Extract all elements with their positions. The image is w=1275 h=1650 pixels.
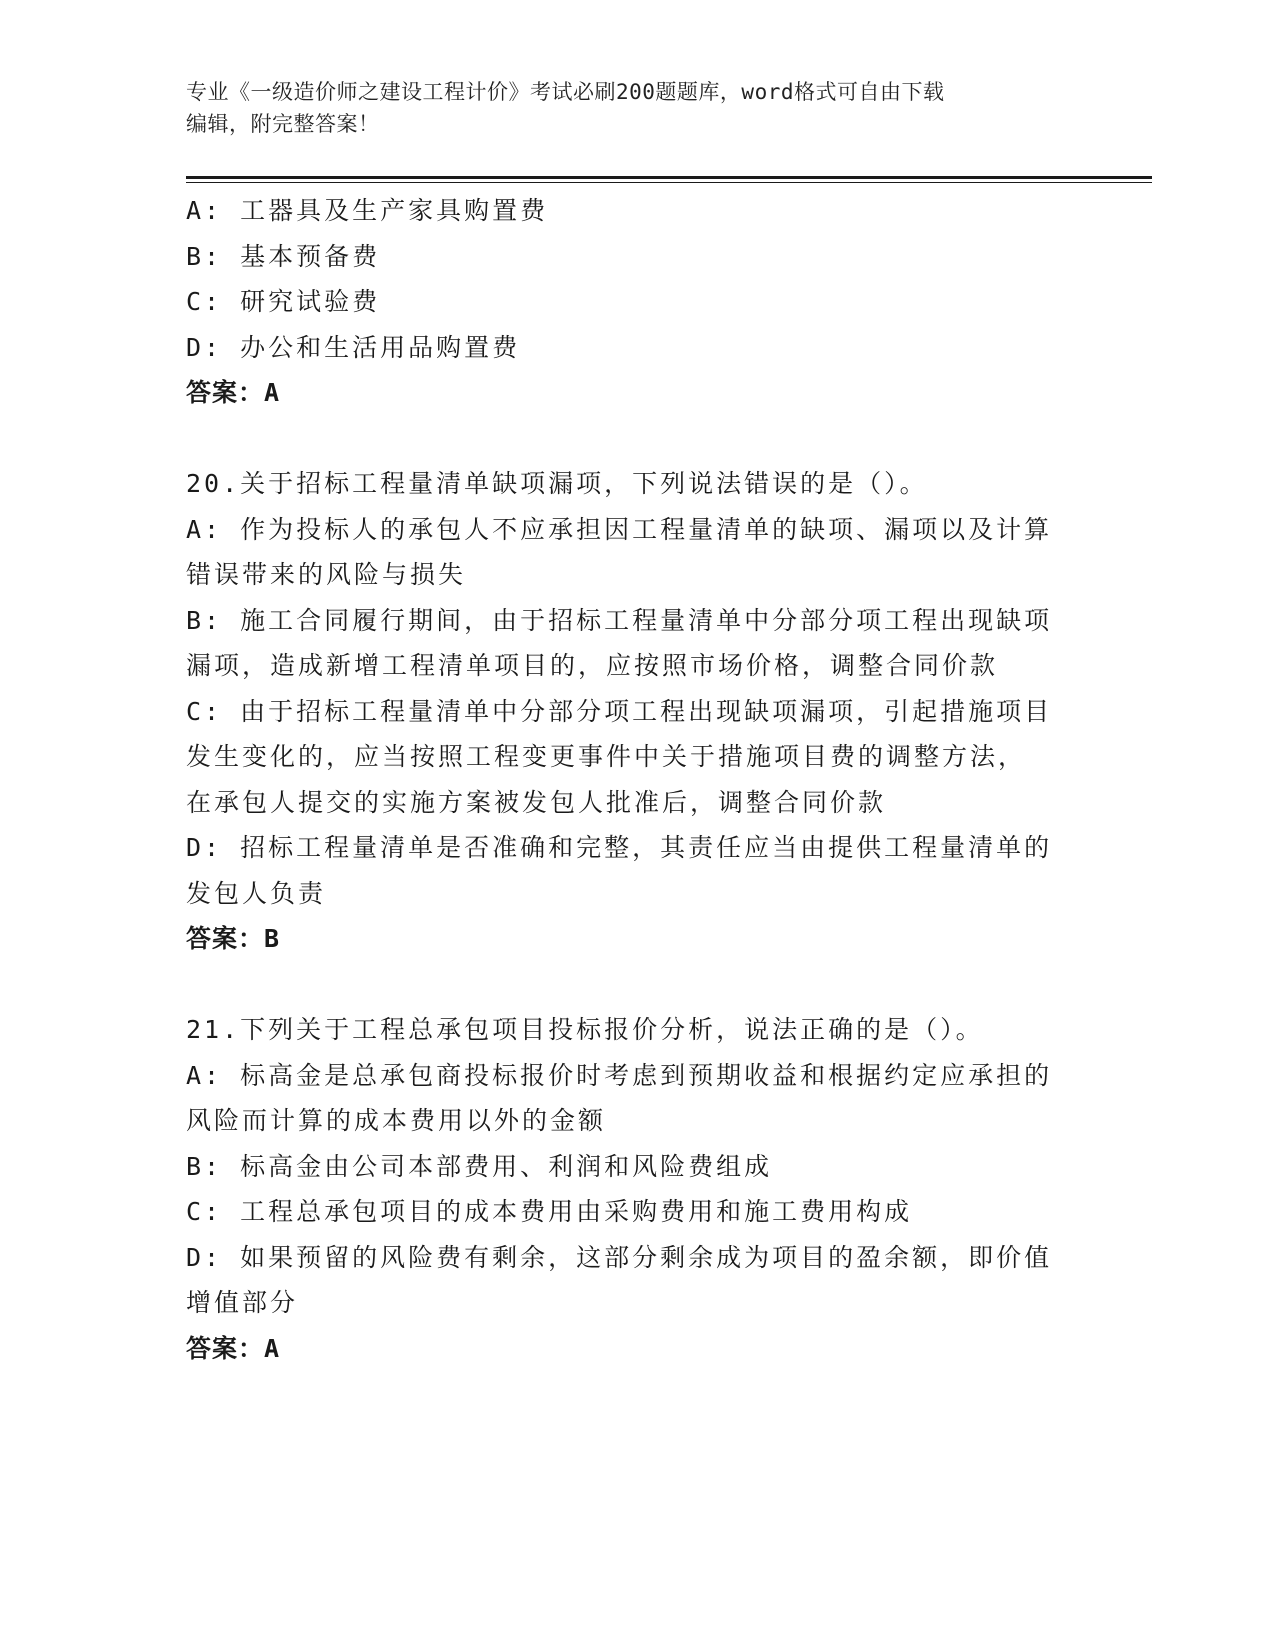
q19-option-d: D: 办公和生活用品购置费 — [186, 332, 521, 362]
q21-option-b-line-1: B: 标高金由公司本部费用、利润和风险费组成 — [186, 1151, 773, 1181]
header-divider-thin — [186, 182, 1152, 183]
document-header — [186, 76, 1066, 140]
question-21 — [186, 1007, 1076, 1371]
q21-option-a-line-2: 风险而计算的成本费用以外的金额 — [186, 1106, 607, 1135]
q20-option-c-line-2: 发生变化的，应当按照工程变更事件中关于措施项目费的调整方法， — [186, 742, 1027, 771]
question-19 — [186, 188, 1076, 416]
q19-option-b: B: 基本预备费 — [186, 241, 381, 271]
q21-option-d-line-1: D: 如果预留的风险费有剩余，这部分剩余成为项目的盈余额，即价值 — [186, 1242, 1053, 1272]
q20-option-d-line-1: D: 招标工程量清单是否准确和完整，其责任应当由提供工程量清单的 — [186, 833, 1053, 862]
q21-option-c-line-1: C: 工程总承包项目的成本费用由采购费用和施工费用构成 — [186, 1197, 913, 1226]
q20-answer: 答案：B — [186, 924, 281, 953]
q20-option-b-line-2: 漏项，造成新增工程清单项目的，应按照市场价格，调整合同价款 — [186, 651, 999, 680]
q19-answer: 答案：A — [186, 378, 281, 407]
q19-option-c: C: 研究试验费 — [186, 287, 381, 316]
header-line-2: 编辑，附完整答案！ — [186, 112, 380, 136]
q21-option-a-line-1: A: 标高金是总承包商投标报价时考虑到预期收益和根据约定应承担的 — [186, 1060, 1053, 1090]
q20-option-d-line-2: 发包人负责 — [186, 878, 327, 908]
q21-answer: 答案：A — [186, 1333, 281, 1363]
q21-option-d-line-2: 增值部分 — [186, 1288, 299, 1317]
q21-question: 21.下列关于工程总承包项目投标报价分析，说法正确的是（）。 — [186, 1015, 984, 1044]
header-line-1: 专业《一级造价师之建设工程计价》考试必刷200题题库，word格式可自由下载 — [186, 80, 945, 104]
q20-option-a-line-1: A: 作为投标人的承包人不应承担因工程量清单的缺项、漏项以及计算 — [186, 514, 1053, 544]
q20-question: 20.关于招标工程量清单缺项漏项，下列说法错误的是（）。 — [186, 469, 928, 498]
q20-option-a-line-2: 错误带来的风险与损失 — [186, 560, 467, 589]
question-spacer — [186, 962, 1076, 1008]
question-20 — [186, 461, 1076, 962]
q20-option-c-line-1: C: 由于招标工程量清单中分部分项工程出现缺项漏项，引起措施项目 — [186, 696, 1053, 726]
q20-option-c-line-3: 在承包人提交的实施方案被发包人批准后，调整合同价款 — [186, 787, 887, 817]
q20-option-b-line-1: B: 施工合同履行期间，由于招标工程量清单中分部分项工程出现缺项 — [186, 605, 1053, 635]
header-divider-thick — [186, 176, 1152, 179]
question-spacer — [186, 416, 1076, 462]
question-content — [186, 188, 1076, 1371]
q19-option-a: A: 工器具及生产家具购置费 — [186, 196, 549, 225]
